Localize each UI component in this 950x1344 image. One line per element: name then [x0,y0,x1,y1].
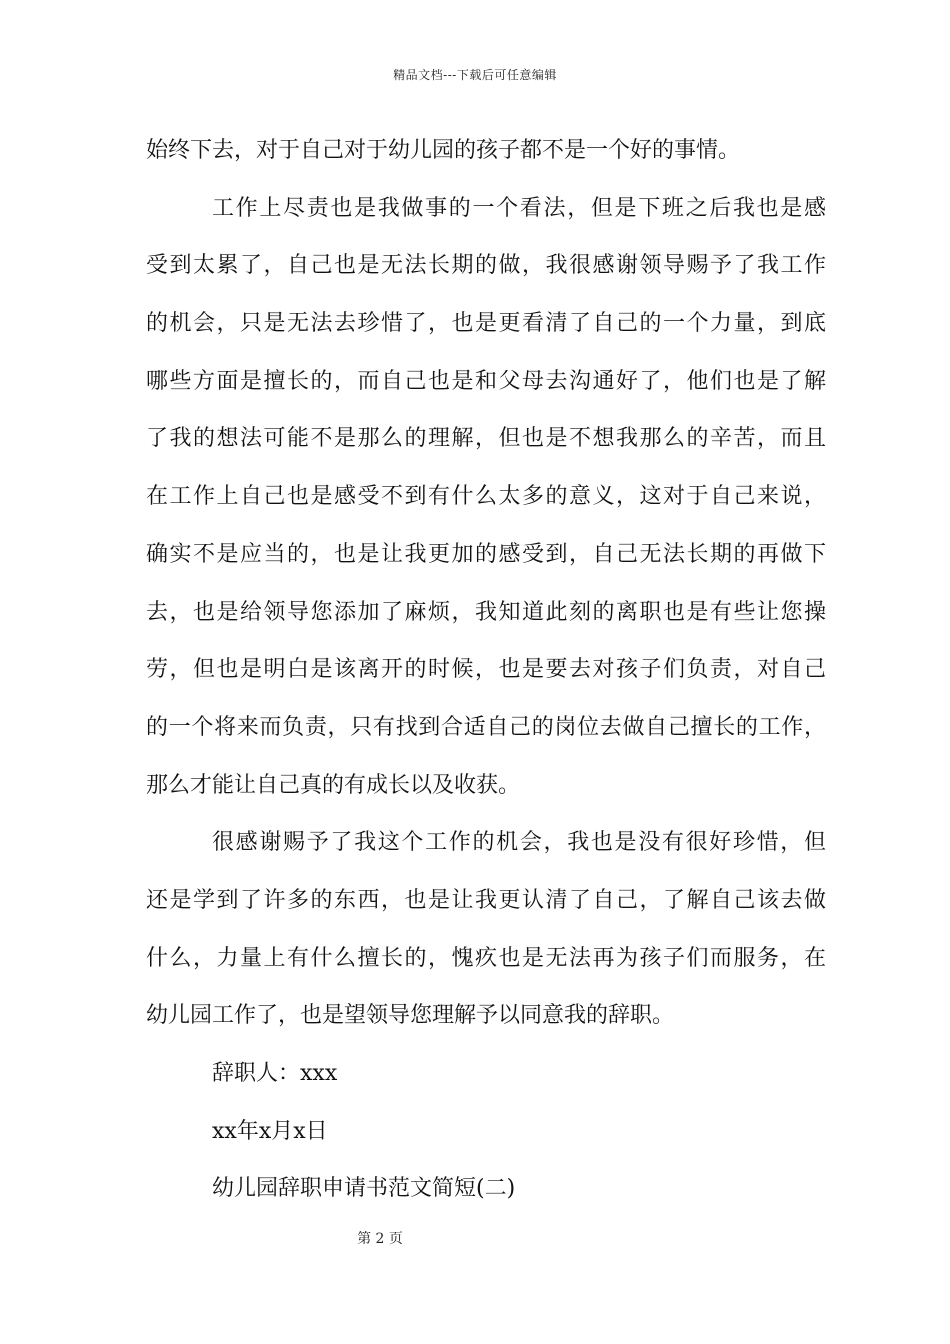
document-body [146,131,826,1227]
signature-line: 辞职人：xxx [212,1061,338,1086]
body-line: 幼儿园工作了，也是望领导您理解予以同意我的辞职。 [146,1003,675,1029]
body-line: 什么，力量上有什么擅长的，愧疚也是无法再为孩子们而服务，在 [146,945,826,971]
body-line: 哪些方面是擅长的，而自己也是和父母去沟通好了，他们也是了解 [146,368,826,394]
body-line: 确实不是应当的，也是让我更加的感受到，自己无法长期的再做下 [146,541,826,567]
body-line: 在工作上自己也是感受不到有什么太多的意义，这对于自己来说， [146,484,826,510]
body-line: 去，也是给领导您添加了麻烦，我知道此刻的离职也是有些让您操 [146,599,826,625]
body-line: 的一个将来而负责，只有找到合适自己的岗位去做自己擅长的工作， [146,714,826,740]
body-line: 劳，但也是明白是该离开的时候，也是要去对孩子们负责，对自己 [146,657,826,683]
body-line: 工作上尽责也是我做事的一个看法，但是下班之后我也是感 [212,195,826,221]
page-header: 精品文档---下载后可任意编辑 [393,68,557,82]
body-line: 了我的想法可能不是那么的理解，但也是不想我那么的辛苦，而且 [146,426,826,452]
next-section-title: 幼儿园辞职申请书范文简短(二) [212,1176,516,1202]
body-line: 很感谢赐予了我这个工作的机会，我也是没有很好珍惜，但 [212,830,826,856]
body-line: 那么才能让自己真的有成长以及收获。 [146,772,521,798]
body-line: 的机会，只是无法去珍惜了，也是更看清了自己的一个力量，到底 [146,311,826,337]
date-line: xx年x月x日 [212,1118,328,1144]
page-number: 第 2 页 [357,1231,403,1247]
body-line: 还是学到了许多的东西，也是让我更认清了自己，了解自己该去做 [146,887,826,913]
body-line: 始终下去，对于自己对于幼儿园的孩子都不是一个好的事情。 [146,138,741,163]
body-line: 受到太累了，自己也是无法长期的做，我很感谢领导赐予了我工作 [146,253,826,279]
